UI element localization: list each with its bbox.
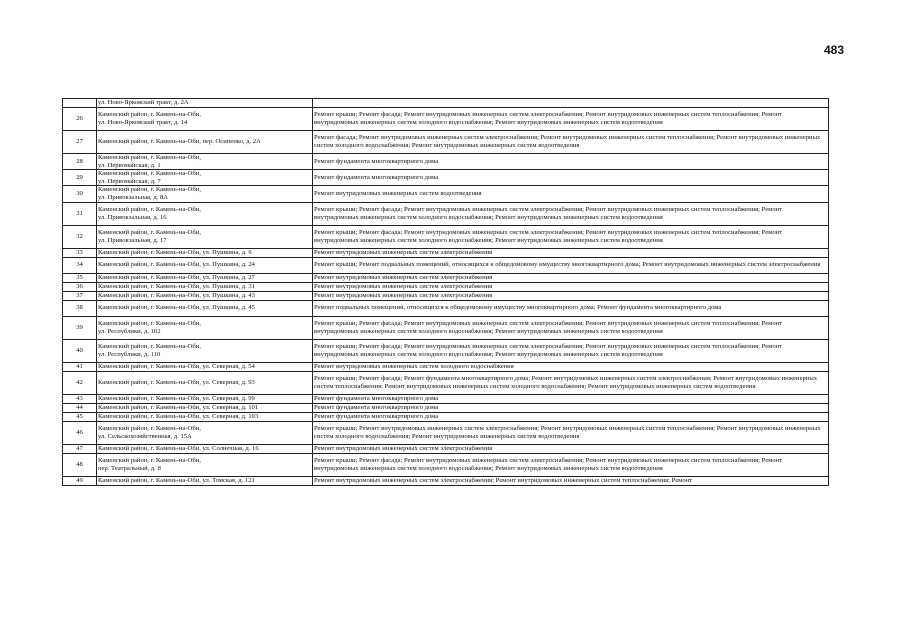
row-number-cell: 31 — [63, 202, 97, 225]
works-cell: Ремонт фундамента многоквартирного дома — [313, 170, 829, 186]
address-cell — [97, 282, 313, 291]
table-row — [63, 453, 829, 476]
row-number-cell: 27 — [63, 131, 97, 154]
row-number-cell: 46 — [63, 421, 97, 444]
row-number-cell: 33 — [63, 248, 97, 257]
address-line: Каменский район, г. Камень-на-Оби, ул. Солнечная, д. 16 — [98, 444, 259, 452]
address-line: ул. Ново-Ярковский тракт, д. 2А — [98, 99, 189, 107]
address-line: Каменский район, г. Камень-на-Оби, — [98, 205, 201, 213]
works-cell: Ремонт крыши; Ремонт фасада; Ремонт внутридомовых инженерных систем электроснабжения; Ремонт внутридомовых инженерных систем теплоснабжения; Ремонт внутридомовых инженерных систем холодного водоснабжения; Ремонт внутридомовых инженерных систем водоотведения — [313, 225, 829, 248]
table-row — [63, 476, 829, 485]
row-number-cell: 44 — [63, 403, 97, 412]
address-line: Каменский район, г. Камень-на-Оби, ул. Северная, д. 103 — [98, 412, 259, 420]
address-cell — [97, 248, 313, 257]
works-cell: Ремонт фундамента многоквартирного дома — [313, 412, 829, 421]
works-cell: Ремонт внутридомовых инженерных систем электроснабжения — [313, 248, 829, 257]
table-row — [63, 248, 829, 257]
row-number-cell: 43 — [63, 394, 97, 403]
table-row — [63, 273, 829, 282]
table-row — [63, 300, 829, 316]
address-line: ул. Привокзальная, д. 17 — [98, 236, 167, 244]
address-line: ул. Первомайская, д. 1 — [98, 161, 161, 169]
table-row — [63, 371, 829, 394]
address-cell — [97, 225, 313, 248]
works-cell: Ремонт фундамента многоквартирного дома — [313, 394, 829, 403]
repair-works-table — [62, 98, 829, 486]
table-row — [63, 362, 829, 371]
works-cell: Ремонт крыши; Ремонт фасада; Ремонт фундамента многоквартирного дома; Ремонт внутридомовых инженерных систем электроснабжения; Ремонт внутридомовых инженерных систем теплоснабжения; Ремонт внутридомовых инженерных систем холодного водоснабжения; Ремонт внутридомовых инженерных систем водоотведения — [313, 371, 829, 394]
address-cell — [97, 444, 313, 453]
works-cell: Ремонт внутридомовых инженерных систем холодного водоснабжения — [313, 362, 829, 371]
table-row — [63, 154, 829, 170]
works-cell: Ремонт крыши; Ремонт фасада; Ремонт внутридомовых инженерных систем электроснабжения; Ремонт внутридомовых инженерных систем теплоснабжения; Ремонт внутридомовых инженерных систем холодного водоснабжения; Ремонт внутридомовых инженерных систем водоотведения — [313, 339, 829, 362]
address-cell — [97, 300, 313, 316]
works-cell: Ремонт крыши; Ремонт фасада; Ремонт внутридомовых инженерных систем электроснабжения; Ремонт внутридомовых инженерных систем теплоснабжения; Ремонт внутридомовых инженерных систем холодного водоснабжения; Ремонт внутридомовых инженерных систем водоотведения — [313, 316, 829, 339]
page-number: 483 — [824, 43, 845, 57]
table-row — [63, 339, 829, 362]
address-line: ул. Республики, д. 110 — [98, 350, 161, 358]
address-cell — [97, 99, 313, 108]
address-cell — [97, 154, 313, 170]
address-line: Каменский район, г. Камень-на-Оби, — [98, 342, 201, 350]
address-cell — [97, 362, 313, 371]
works-cell: Ремонт фасада; Ремонт внутридомовых инженерных систем электроснабжения; Ремонт внутридомовых инженерных систем теплоснабжения; Ремонт внутридомовых инженерных систем холодного водоснабжения; Ремонт внутридомовых инженерных систем водоотведения — [313, 131, 829, 154]
address-cell — [97, 186, 313, 202]
row-number-cell: 40 — [63, 339, 97, 362]
address-cell — [97, 273, 313, 282]
table-row — [63, 225, 829, 248]
address-line: Каменский район, г. Камень-на-Оби, ул. Пушкина, д. 45 — [98, 304, 255, 312]
row-number-cell: 48 — [63, 453, 97, 476]
row-number-cell: 37 — [63, 291, 97, 300]
works-cell: Ремонт крыши; Ремонт подвальных помещений, относящихся к общедомовому имуществу многоквартирного дома; Ремонт внутридомовых инженерных систем электроснабжения — [313, 257, 829, 273]
table-row — [63, 108, 829, 131]
table-row — [63, 99, 829, 108]
row-number-cell: 29 — [63, 170, 97, 186]
address-cell — [97, 170, 313, 186]
table-row — [63, 170, 829, 186]
address-line: Каменский район, г. Камень-на-Оби, ул. Пушкина, д. 27 — [98, 273, 255, 281]
address-line: Каменский район, г. Камень-на-Оби, ул. Северная, д. 93 — [98, 378, 255, 386]
works-cell: Ремонт крыши; Ремонт внутридомовых инженерных систем электроснабжения; Ремонт внутридомовых инженерных систем теплоснабжения; Ремонт внутридомовых инженерных систем холодного водоснабжения; Ремонт внутридомовых инженерных систем водоотведения — [313, 421, 829, 444]
address-cell — [97, 131, 313, 154]
works-cell: Ремонт внутридомовых инженерных систем электроснабжения — [313, 444, 829, 453]
address-line: Каменский район, г. Камень-на-Оби, — [98, 424, 201, 432]
row-number-cell: 36 — [63, 282, 97, 291]
address-line: ул. Привокзальная, д. 16 — [98, 213, 167, 221]
address-cell — [97, 291, 313, 300]
address-cell — [97, 257, 313, 273]
works-cell: Ремонт крыши; Ремонт фасада; Ремонт внутридомовых инженерных систем электроснабжения; Ремонт внутридомовых инженерных систем теплоснабжения; Ремонт внутридомовых инженерных систем холодного водоснабжения; Ремонт внутридомовых инженерных систем водоотведения — [313, 202, 829, 225]
address-cell — [97, 412, 313, 421]
row-number-cell: 34 — [63, 257, 97, 273]
row-number-cell: 32 — [63, 225, 97, 248]
row-number-cell: 49 — [63, 476, 97, 485]
table-row — [63, 257, 829, 273]
works-cell: Ремонт внутридомовых инженерных систем электроснабжения — [313, 291, 829, 300]
row-number-cell: 30 — [63, 186, 97, 202]
address-cell — [97, 453, 313, 476]
address-line: ул. Сельскохозяйственная, д. 15А — [98, 432, 192, 440]
works-cell — [313, 99, 829, 108]
address-line: Каменский район, г. Камень-на-Оби, — [98, 228, 201, 236]
address-line: Каменский район, г. Камень-на-Оби, — [98, 319, 201, 327]
row-number-cell — [63, 99, 97, 108]
works-cell: Ремонт внутридомовых инженерных систем электроснабжения — [313, 282, 829, 291]
table-row — [63, 403, 829, 412]
address-line: Каменский район, г. Камень-на-Оби, ул. Томская, д. 121 — [98, 476, 255, 484]
address-line: Каменский район, г. Камень-на-Оби, пер. Осипенко, д. 2А — [98, 138, 261, 146]
address-cell — [97, 394, 313, 403]
address-line: Каменский район, г. Камень-на-Оби, ул. Северная, д. 99 — [98, 394, 255, 402]
row-number-cell: 45 — [63, 412, 97, 421]
works-cell: Ремонт подвальных помещений, относящихся к общедомовому имуществу многоквартирного дома; Ремонт фундамента многоквартирного дома — [313, 300, 829, 316]
row-number-cell: 41 — [63, 362, 97, 371]
table-body — [63, 99, 829, 486]
table-row — [63, 394, 829, 403]
address-line: Каменский район, г. Камень-на-Оби, ул. Пушкина, д. 43 — [98, 291, 255, 299]
table-row — [63, 186, 829, 202]
address-cell — [97, 316, 313, 339]
works-cell: Ремонт внутридомовых инженерных систем электроснабжения — [313, 273, 829, 282]
address-line: Каменский район, г. Камень-на-Оби, ул. Северная, д. 101 — [98, 403, 259, 411]
table-row — [63, 131, 829, 154]
address-line: Каменский район, г. Камень-на-Оби, ул. Пушкина, д. 6 — [98, 248, 252, 256]
table-row — [63, 421, 829, 444]
table-row — [63, 282, 829, 291]
works-cell: Ремонт фундамента многоквартирного дома — [313, 154, 829, 170]
address-cell — [97, 339, 313, 362]
row-number-cell: 28 — [63, 154, 97, 170]
address-cell — [97, 403, 313, 412]
row-number-cell: 35 — [63, 273, 97, 282]
address-line: пер. Театральный, д. 8 — [98, 464, 161, 472]
works-cell: Ремонт крыши; Ремонт фасада; Ремонт внутридомовых инженерных систем электроснабжения; Ремонт внутридомовых инженерных систем теплоснабжения; Ремонт внутридомовых инженерных систем холодного водоснабжения; Ремонт внутридомовых инженерных систем водоотведения — [313, 108, 829, 131]
address-line: ул. Привокзальная, д. 8А — [98, 193, 169, 201]
table-row — [63, 444, 829, 453]
address-cell — [97, 421, 313, 444]
address-line: ул. Ново-Ярковский тракт, д. 14 — [98, 119, 188, 126]
address-line: Каменский район, г. Камень-на-Оби, ул. Пушкина, д. 31 — [98, 282, 255, 290]
address-cell — [97, 371, 313, 394]
address-line: Каменский район, г. Камень-на-Оби, — [98, 154, 201, 161]
address-line: ул. Республики, д. 102 — [98, 327, 161, 335]
table-row — [63, 316, 829, 339]
table-row — [63, 202, 829, 225]
table-row — [63, 412, 829, 421]
address-line: Каменский район, г. Камень-на-Оби, — [98, 111, 201, 119]
row-number-cell: 38 — [63, 300, 97, 316]
address-line: Каменский район, г. Камень-на-Оби, — [98, 170, 201, 178]
works-cell: Ремонт внутридомовых инженерных систем электроснабжения; Ремонт внутридомовых инженерных систем теплоснабжения; Ремонт — [313, 476, 829, 485]
address-line: ул. Первомайская, д. 7 — [98, 177, 161, 185]
address-line: Каменский район, г. Камень-на-Оби, ул. Пушкина, д. 24 — [98, 261, 255, 269]
address-line: Каменский район, г. Камень-на-Оби, — [98, 186, 201, 194]
works-cell: Ремонт фундамента многоквартирного дома — [313, 403, 829, 412]
row-number-cell: 26 — [63, 108, 97, 131]
table-row — [63, 291, 829, 300]
row-number-cell: 42 — [63, 371, 97, 394]
address-line: Каменский район, г. Камень-на-Оби, — [98, 456, 201, 464]
address-cell — [97, 108, 313, 131]
row-number-cell: 47 — [63, 444, 97, 453]
address-cell — [97, 476, 313, 485]
works-cell: Ремонт крыши; Ремонт фасада; Ремонт внутридомовых инженерных систем электроснабжения; Ремонт внутридомовых инженерных систем теплоснабжения; Ремонт внутридомовых инженерных систем холодного водоснабжения; Ремонт внутридомовых инженерных систем водоотведения — [313, 453, 829, 476]
works-cell: Ремонт внутридомовых инженерных систем водоотведения — [313, 186, 829, 202]
address-line: Каменский район, г. Камень-на-Оби, ул. Северная, д. 54 — [98, 362, 255, 370]
address-cell — [97, 202, 313, 225]
row-number-cell: 39 — [63, 316, 97, 339]
